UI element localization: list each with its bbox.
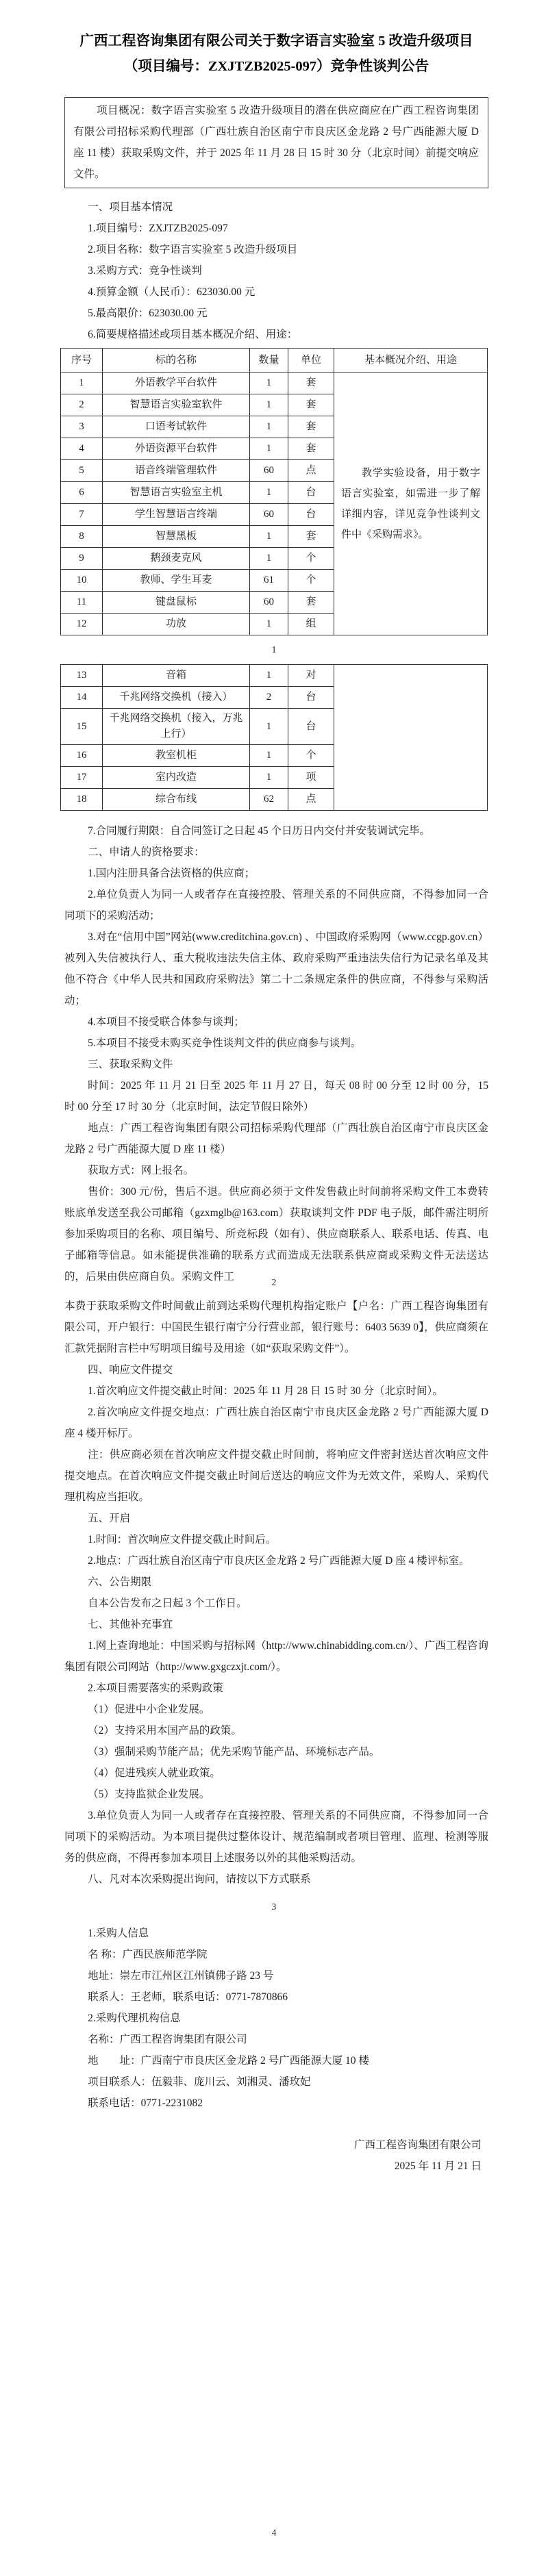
policy-item: （1）促进中小企业发展。 (88, 1704, 210, 1715)
signature-block (64, 2134, 488, 2177)
document-place-line: 地点：广西工程咨询集团有限公司招标采购代理部（广西壮族自治区南宁市良庆区金龙路 2 号广西能源大厦 D 座 11 楼） (64, 1122, 488, 1155)
goods-no-cell: 18 (61, 789, 103, 811)
goods-table-header (61, 349, 488, 372)
submission-place-line: 2.首次响应文件提交地点：广西壮族自治区南宁市良庆区金龙路 2 号广西能源大厦 D 座 4 楼开标厅。 (64, 1406, 488, 1439)
submission-deadline-line: 1.首次响应文件提交截止时间：2025 年 11 月 28 日 15 时 30 分（北京时间）。 (88, 1385, 443, 1397)
page-1 (0, 0, 548, 659)
goods-unit-cell: 对 (288, 665, 334, 687)
goods-unit-cell: 个 (288, 570, 334, 592)
goods-qty-cell: 60 (250, 504, 288, 526)
goods-name-cell: 外语资源平台软件 (103, 438, 250, 460)
max-price-line: 5.最高限价：623030.00 元 (88, 307, 208, 319)
goods-qty-cell: 60 (250, 460, 288, 482)
buyer-address-line: 地址：崇左市江州区江州镇佛子路 23 号 (88, 1970, 274, 1982)
goods-unit-cell: 个 (288, 745, 334, 767)
goods-description-merged-cell (334, 372, 488, 635)
agent-name-line: 名称：广西工程咨询集团有限公司 (88, 2034, 247, 2045)
qualification-item: 5.本项目不接受未购买竞争性谈判文件的供应商参与谈判。 (88, 1037, 362, 1049)
section-6-heading: 六、公告期限 (88, 1576, 152, 1588)
goods-no-cell: 10 (61, 570, 103, 592)
submission-note: 注：供应商必须在首次响应文件提交截止时间前，将响应文件密封送达首次响应文件提交地点。在首次响应文件提交截止时间后送达的响应文件为无效文件，采购人、采购代理机构应当拒收。 (64, 1449, 488, 1503)
goods-header-no: 序号 (61, 349, 103, 372)
page-number-1: 1 (271, 644, 277, 655)
document-time-line: 时间：2025 年 11 月 21 日至 2025 年 11 月 27 日，每天 08 时 00 分至 12 时 00 分，15 时 00 分至 17 时 30 分（北京时间，法定节假日除外） (64, 1080, 488, 1113)
goods-name-cell: 智慧语言实验室软件 (103, 394, 250, 416)
buyer-info-heading: 1.采购人信息 (88, 1928, 149, 1939)
goods-table-row (61, 665, 488, 687)
goods-qty-cell: 1 (250, 372, 288, 394)
policy-item: （5）支持监狱企业发展。 (88, 1789, 210, 1800)
project-name-line: 2.项目名称：数字语言实验室 5 改造升级项目 (88, 244, 298, 255)
goods-no-cell: 6 (61, 482, 103, 504)
goods-name-cell: 音箱 (103, 665, 250, 687)
goods-no-cell: 2 (61, 394, 103, 416)
goods-qty-cell: 60 (250, 592, 288, 614)
signature-company: 广西工程咨询集团有限公司 (353, 2139, 482, 2151)
doc-title (64, 0, 488, 79)
agent-address-line: 地 址：广西南宁市良庆区金龙路 2 号广西能源大厦 10 楼 (88, 2055, 369, 2067)
agent-contact-line: 项目联系人：伍毅菲、庞川云、刘湘灵、潘玫妃 (88, 2076, 311, 2088)
goods-unit-cell: 个 (288, 548, 334, 570)
goods-unit-cell: 套 (288, 526, 334, 548)
contract-period-line: 7.合同履行期限：自合同签订之日起 45 个日历日内交付并安装调试完毕。 (88, 825, 430, 837)
goods-name-cell: 鹅颈麦克风 (103, 548, 250, 570)
document-method-line: 获取方式：网上报名。 (88, 1165, 195, 1176)
goods-unit-cell: 套 (288, 394, 334, 416)
goods-header-qty: 数量 (250, 349, 288, 372)
page-number-2: 2 (271, 1277, 277, 1287)
goods-qty-cell: 1 (250, 709, 288, 745)
goods-no-cell: 11 (61, 592, 103, 614)
goods-qty-cell: 2 (250, 687, 288, 709)
budget-line: 4.预算金额（人民币）：623030.00 元 (88, 286, 256, 298)
project-number-line: 1.项目编号：ZXJTZB2025-097 (88, 223, 228, 234)
page-number-4: 4 (271, 2527, 277, 2538)
section-2-heading: 二、申请人的资格要求： (88, 846, 205, 858)
page-number-3: 3 (271, 1902, 277, 1912)
signature-date: 2025 年 11 月 21 日 (394, 2160, 482, 2172)
goods-unit-cell: 组 (288, 614, 334, 635)
goods-name-cell: 学生智慧语言终端 (103, 504, 250, 526)
goods-table-body-1 (61, 372, 488, 635)
spec-intro-line: 6.简要规格描述或项目基本概况介绍、用途： (88, 329, 298, 340)
policy-item: （3）强制采购节能产品；优先采购节能产品、环境标志产品。 (88, 1746, 380, 1758)
goods-name-cell: 智慧黑板 (103, 526, 250, 548)
goods-unit-cell: 套 (288, 416, 334, 438)
goods-description-merged-cell (334, 665, 488, 811)
goods-name-cell: 口语考试软件 (103, 416, 250, 438)
goods-no-cell: 1 (61, 372, 103, 394)
goods-unit-cell: 项 (288, 767, 334, 789)
document-price-paragraph: 售价：300 元/份，售后不退。供应商必须于文件发售截止时间前将采购文件工本费转账底单发送至我公司邮箱（gzxmglb@163.com）获取谈判文件 PDF 电子版，邮件需注明所参加采购项目的名称、项目编号、所竞标段（如有）、供应商联系人、联系电话、传真、电子邮箱等信息。如未能提供准确的联系方式而造成无法联系供应商或采购文件无法送达的，后果由供应商自负。采购文件工 (64, 1186, 488, 1283)
doc-title-line1: 广西工程咨询集团有限公司关于数字语言实验室 5 改造升级项目 (79, 34, 473, 49)
goods-qty-cell: 1 (250, 394, 288, 416)
goods-description-text: 教学实验设备，用于数字语言实验室，如需进一步了解详细内容，详见竞争性谈判文件中《采购需求》。 (341, 467, 480, 540)
goods-name-cell: 教室机柜 (103, 745, 250, 767)
policy-item: （2）支持采用本国产品的政策。 (88, 1725, 242, 1737)
goods-table-row (61, 372, 488, 394)
goods-qty-cell: 1 (250, 526, 288, 548)
section-5-heading: 五、开启 (88, 1513, 131, 1524)
page-2 (0, 659, 548, 1291)
doc-title-line2: （项目编号：ZXJTZB2025-097）竞争性谈判公告 (123, 59, 429, 74)
goods-table-part2 (60, 664, 488, 811)
goods-name-cell: 键盘鼠标 (103, 592, 250, 614)
goods-header-row (61, 349, 488, 372)
goods-name-cell: 外语教学平台软件 (103, 372, 250, 394)
goods-qty-cell: 1 (250, 482, 288, 504)
section-7-heading: 七、其他补充事宜 (88, 1619, 173, 1630)
online-query-line: 1.网上查询地址：中国采购与招标网（http://www.chinabidding.com.cn/）、广西工程咨询集团有限公司网站（http://www.gxgczxjt.com/）。 (64, 1640, 488, 1673)
buyer-name-line: 名 称：广西民族师范学院 (88, 1949, 208, 1960)
opening-time-line: 1.时间：首次响应文件提交截止时间后。 (88, 1534, 277, 1545)
goods-name-cell: 语音终端管理软件 (103, 460, 250, 482)
document-price-paragraph-cont: 本费于获取采购文件时间截止前到达采购代理机构指定账户【户名：广西工程咨询集团有限公司，开户银行：中国民生银行南宁分行营业部，银行账号：6403 5639 0】，供应商须在汇款凭据附言栏中写明项目编号及用途（如“获取采购文件”）。 (64, 1300, 488, 1354)
goods-no-cell: 14 (61, 687, 103, 709)
goods-name-cell: 教师、学生耳麦 (103, 570, 250, 592)
goods-unit-cell: 点 (288, 460, 334, 482)
goods-no-cell: 8 (61, 526, 103, 548)
goods-qty-cell: 1 (250, 665, 288, 687)
page-4 (0, 1916, 548, 2576)
section-3-heading: 三、获取采购文件 (88, 1059, 173, 1070)
restriction-paragraph: 3.单位负责人为同一人或者存在直接控股、管理关系的不同供应商，不得参加同一合同项下的采购活动。为本项目提供过整体设计、规范编制或者项目管理、监理、检测等服务的供应商，不得再参加本项目上述服务以外的其他采购活动。 (64, 1810, 488, 1864)
qualification-item: 4.本项目不接受联合体参与谈判； (88, 1016, 245, 1028)
goods-no-cell: 9 (61, 548, 103, 570)
goods-header-unit: 单位 (288, 349, 334, 372)
goods-qty-cell: 61 (250, 570, 288, 592)
goods-unit-cell: 套 (288, 438, 334, 460)
section-8-heading: 八、凡对本次采购提出询问，请按以下方式联系 (88, 1873, 311, 1885)
goods-qty-cell: 62 (250, 789, 288, 811)
goods-name-cell: 功放 (103, 614, 250, 635)
goods-no-cell: 3 (61, 416, 103, 438)
policy-intro-line: 2.本项目需要落实的采购政策 (88, 1682, 223, 1694)
goods-unit-cell: 套 (288, 592, 334, 614)
goods-header-desc: 基本概况介绍、用途 (334, 349, 488, 372)
goods-table-part1 (60, 348, 488, 635)
agent-info-heading: 2.采购代理机构信息 (88, 2012, 181, 2024)
goods-no-cell: 7 (61, 504, 103, 526)
policy-item: （4）促进残疾人就业政策。 (88, 1767, 221, 1779)
goods-unit-cell: 台 (288, 482, 334, 504)
goods-unit-cell: 点 (288, 789, 334, 811)
goods-no-cell: 4 (61, 438, 103, 460)
page-3 (0, 1291, 548, 1916)
procurement-method-line: 3.采购方式：竞争性谈判 (88, 265, 202, 277)
goods-no-cell: 5 (61, 460, 103, 482)
goods-name-cell: 智慧语言实验室主机 (103, 482, 250, 504)
goods-name-cell: 千兆网络交换机（接入，万兆上行） (103, 709, 250, 745)
project-overview-box (64, 97, 488, 188)
goods-header-name: 标的名称 (103, 349, 250, 372)
section-1-heading: 一、项目基本情况 (88, 201, 173, 213)
goods-name-cell: 综合布线 (103, 789, 250, 811)
opening-place-line: 2.地点：广西壮族自治区南宁市良庆区金龙路 2 号广西能源大厦 D 座 4 楼评标室。 (88, 1555, 470, 1567)
goods-no-cell: 12 (61, 614, 103, 635)
qualification-item: 3.对在“信用中国”网站(www.creditchina.gov.cn) 、中国政府采购网（www.ccgp.gov.cn）被列入失信被执行人、重大税收违法失信主体、政府采购严重违法失信行为记录名单及其他不符合《中华人民共和国政府采购法》第二十二条规定条件的供应商，不得参与采购活动； (64, 931, 488, 1007)
goods-unit-cell: 台 (288, 687, 334, 709)
goods-qty-cell: 1 (250, 614, 288, 635)
goods-no-cell: 17 (61, 767, 103, 789)
buyer-contact-line: 联系人：王老师，联系电话：0771-7870866 (88, 1991, 288, 2003)
goods-qty-cell: 1 (250, 548, 288, 570)
goods-unit-cell: 台 (288, 504, 334, 526)
goods-no-cell: 15 (61, 709, 103, 745)
announcement-period-line: 自本公告发布之日起 3 个工作日。 (88, 1598, 247, 1609)
agent-phone-line: 联系电话：0771-2231082 (88, 2097, 203, 2109)
goods-qty-cell: 1 (250, 745, 288, 767)
goods-qty-cell: 1 (250, 416, 288, 438)
section-4-heading: 四、响应文件提交 (88, 1364, 173, 1376)
project-overview-text: 项目概况：数字语言实验室 5 改造升级项目的潜在供应商应在广西工程咨询集团有限公司招标采购代理部（广西壮族自治区南宁市良庆区金龙路 2 号广西能源大厦 D 座 11 楼）获取采购文件，并于 2025 年 11 月 28 日 15 时 30 分（北京时间）前提交响应文件。 (73, 105, 479, 180)
goods-no-cell: 16 (61, 745, 103, 767)
goods-no-cell: 13 (61, 665, 103, 687)
goods-unit-cell: 台 (288, 709, 334, 745)
goods-unit-cell: 套 (288, 372, 334, 394)
goods-name-cell: 千兆网络交换机（接入） (103, 687, 250, 709)
goods-qty-cell: 1 (250, 438, 288, 460)
goods-name-cell: 室内改造 (103, 767, 250, 789)
qualification-item: 1.国内注册具备合法资格的供应商； (88, 868, 256, 879)
goods-qty-cell: 1 (250, 767, 288, 789)
qualification-item: 2.单位负责人为同一人或者存在直接控股、管理关系的不同供应商，不得参加同一合同项下的采购活动； (64, 889, 488, 922)
goods-table-body-2 (61, 665, 488, 811)
